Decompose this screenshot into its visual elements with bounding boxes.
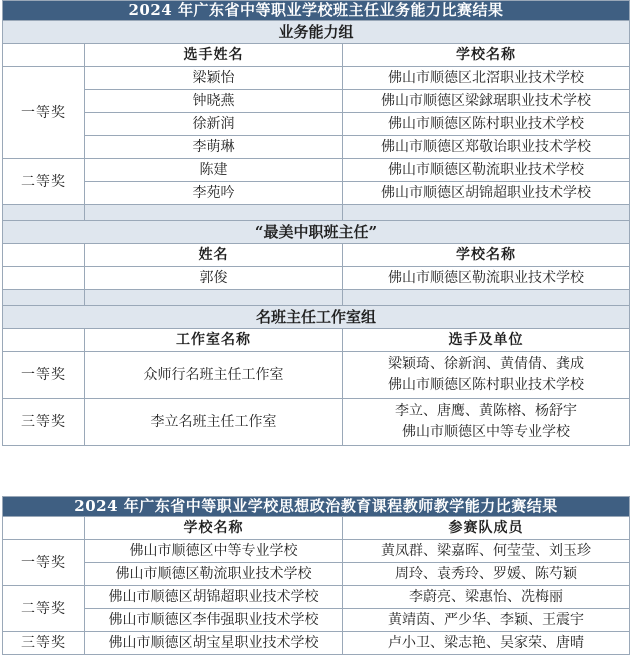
teacher-name: 郭俊	[85, 267, 343, 290]
team-members: 卢小卫、梁志艳、吴家荣、唐晴	[343, 632, 630, 655]
award-first-prize: 一等奖	[3, 352, 85, 399]
spacer-cell	[3, 205, 85, 221]
members-and-unit	[343, 399, 630, 446]
school-name: 佛山市顺德区勒流职业技术学校	[343, 159, 630, 182]
award-third-prize: 三等奖	[3, 399, 85, 446]
section-title-best-teacher: “最美中职班主任”	[3, 221, 630, 244]
header-school-name: 学校名称	[343, 244, 630, 267]
school-name: 佛山市顺德区北滘职业技术学校	[343, 67, 630, 90]
header-empty	[3, 244, 85, 267]
spacer-cell	[343, 205, 630, 221]
team-members: 黄靖茵、严少华、李颖、王震宇	[343, 609, 630, 632]
header-empty	[3, 329, 85, 352]
award-second-prize: 二等奖	[3, 586, 85, 632]
spacer-cell	[343, 290, 630, 306]
header-school-name: 学校名称	[343, 44, 630, 67]
contestant-name: 李苑吟	[85, 182, 343, 205]
studio-name: 众师行名班主任工作室	[85, 352, 343, 399]
unit: 佛山市顺德区中等专业学校	[402, 424, 570, 440]
ideology-course-results-table	[2, 496, 630, 655]
spacer-cell	[85, 290, 343, 306]
team-members: 黄凤群、梁嘉晖、何莹莹、刘玉珍	[343, 540, 630, 563]
school-name: 佛山市顺德区胡锦超职业技术学校	[85, 586, 343, 609]
members: 李立、唐鹰、黄陈榕、杨舒宇	[395, 403, 577, 419]
school-name: 佛山市顺德区胡锦超职业技术学校	[343, 182, 630, 205]
contestant-name: 陈建	[85, 159, 343, 182]
contestant-name: 李萌琳	[85, 136, 343, 159]
school-name: 佛山市顺德区郑敬诒职业技术学校	[343, 136, 630, 159]
contestant-name: 钟晓燕	[85, 90, 343, 113]
header-school-name: 学校名称	[85, 517, 343, 540]
members-and-unit	[343, 352, 630, 399]
spacer-cell	[3, 290, 85, 306]
header-team-members: 参赛队成员	[343, 517, 630, 540]
class-teacher-results-table	[2, 0, 630, 446]
school-name: 佛山市顺德区中等专业学校	[85, 540, 343, 563]
header-empty	[3, 517, 85, 540]
spacer-cell	[85, 205, 343, 221]
award-first-prize: 一等奖	[3, 540, 85, 586]
contestant-name: 梁颖怡	[85, 67, 343, 90]
section-title-studio: 名班主任工作室组	[3, 306, 630, 329]
team-members: 李蔚亮、梁惠怡、冼梅丽	[343, 586, 630, 609]
header-contestant-name: 选手姓名	[85, 44, 343, 67]
team-members: 周玲、袁秀玲、罗媛、陈芍颖	[343, 563, 630, 586]
school-name: 佛山市顺德区李伟强职业技术学校	[85, 609, 343, 632]
header-name: 姓名	[85, 244, 343, 267]
award-empty	[3, 267, 85, 290]
members: 梁颖琦、徐新润、黄倩倩、龚成	[388, 356, 584, 372]
section-title-business: 业务能力组	[3, 21, 630, 44]
header-studio-name: 工作室名称	[85, 329, 343, 352]
school-name: 佛山市顺德区胡宝星职业技术学校	[85, 632, 343, 655]
award-second-prize: 二等奖	[3, 159, 85, 205]
school-name: 佛山市顺德区陈村职业技术学校	[343, 113, 630, 136]
award-third-prize: 三等奖	[3, 632, 85, 655]
header-members-unit: 选手及单位	[343, 329, 630, 352]
school-name: 佛山市顺德区梁銶琚职业技术学校	[343, 90, 630, 113]
studio-name: 李立名班主任工作室	[85, 399, 343, 446]
school-name: 佛山市顺德区勒流职业技术学校	[343, 267, 630, 290]
school-name: 佛山市顺德区勒流职业技术学校	[85, 563, 343, 586]
header-empty	[3, 44, 85, 67]
contestant-name: 徐新润	[85, 113, 343, 136]
unit: 佛山市顺德区陈村职业技术学校	[388, 377, 584, 393]
table-title: 2024 年广东省中等职业学校班主任业务能力比赛结果	[3, 1, 630, 21]
award-first-prize: 一等奖	[3, 67, 85, 159]
table-title: 2024 年广东省中等职业学校思想政治教育课程教师教学能力比赛结果	[3, 497, 630, 517]
